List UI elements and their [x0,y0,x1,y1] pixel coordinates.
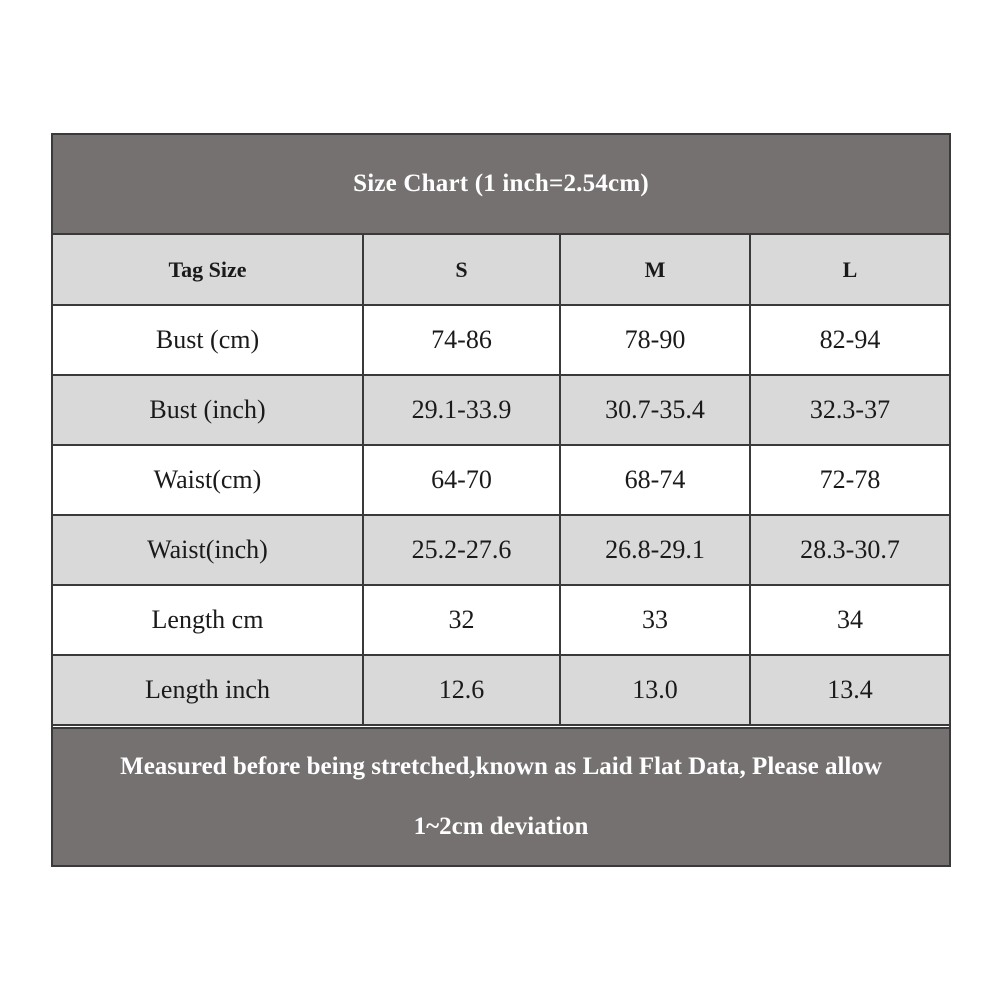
table-cell: 34 [750,585,949,655]
table-row [53,515,949,585]
header-cell-tag-size: Tag Size [53,235,363,305]
table-cell: 78-90 [560,305,750,375]
table-cell: 32 [363,585,560,655]
table-row [53,375,949,445]
header-cell-l: L [750,235,949,305]
table-cell: 64-70 [363,445,560,515]
table-cell: 33 [560,585,750,655]
table-cell: 25.2-27.6 [363,515,560,585]
table-row [53,305,949,375]
row-label: Bust (cm) [53,305,363,375]
row-label: Waist(cm) [53,445,363,515]
table-cell: 13.4 [750,655,949,725]
table-cell: 74-86 [363,305,560,375]
row-label: Length inch [53,655,363,725]
table-row [53,585,949,655]
note-line-2: 1~2cm deviation [413,813,589,840]
table-header-row [53,235,949,305]
chart-title: Size Chart (1 inch=2.54cm) [53,135,949,235]
table-cell: 30.7-35.4 [560,375,750,445]
header-cell-s: S [363,235,560,305]
header-cell-m: M [560,235,750,305]
note-line-1: Measured before being stretched,known as Laid Flat Data, Please allow [120,753,882,780]
row-label: Waist(inch) [53,515,363,585]
table-row [53,655,949,725]
size-table [53,235,949,726]
table-cell: 32.3-37 [750,375,949,445]
table-cell: 72-78 [750,445,949,515]
size-chart [51,133,951,867]
measurement-note [53,727,949,865]
row-label: Length cm [53,585,363,655]
table-cell: 13.0 [560,655,750,725]
table-cell: 29.1-33.9 [363,375,560,445]
table-cell: 68-74 [560,445,750,515]
table-cell: 82-94 [750,305,949,375]
table-cell: 12.6 [363,655,560,725]
table-cell: 26.8-29.1 [560,515,750,585]
table-cell: 28.3-30.7 [750,515,949,585]
row-label: Bust (inch) [53,375,363,445]
table-row [53,445,949,515]
